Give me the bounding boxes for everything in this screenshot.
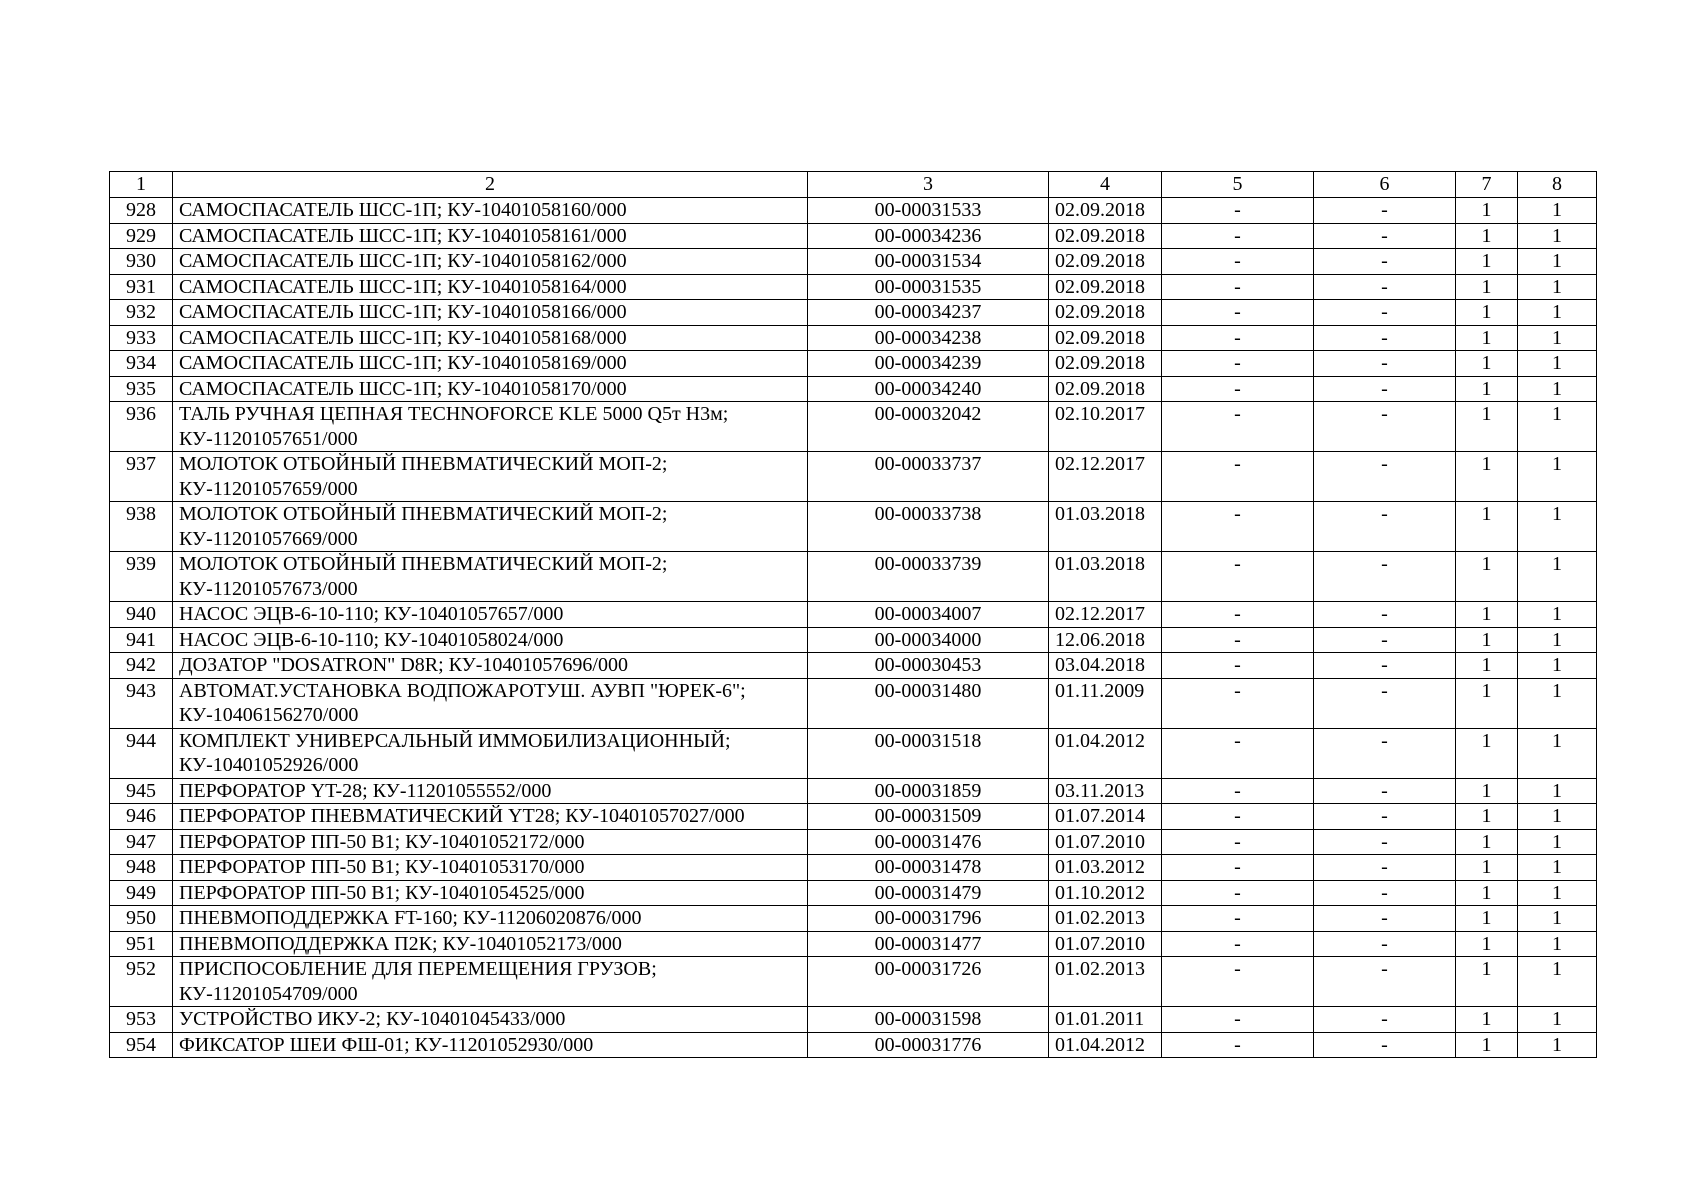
column-7-cell: 1 <box>1456 602 1518 628</box>
column-7-cell: 1 <box>1456 351 1518 377</box>
date-cell: 02.09.2018 <box>1049 351 1162 377</box>
column-7-cell: 1 <box>1456 502 1518 552</box>
column-5-cell: - <box>1162 502 1314 552</box>
column-8-cell: 1 <box>1518 678 1597 728</box>
date-cell: 02.09.2018 <box>1049 249 1162 275</box>
table-row <box>110 274 1597 300</box>
inventory-code-cell: 00-00031476 <box>808 829 1049 855</box>
column-8-cell: 1 <box>1518 502 1597 552</box>
column-6-cell: - <box>1314 804 1456 830</box>
date-cell: 01.04.2012 <box>1049 728 1162 778</box>
inventory-code-cell: 00-00031796 <box>808 906 1049 932</box>
header-cell-2: 2 <box>173 172 808 198</box>
column-6-cell: - <box>1314 300 1456 326</box>
inventory-code-cell: 00-00031535 <box>808 274 1049 300</box>
row-number-cell: 940 <box>110 602 173 628</box>
column-8-cell: 1 <box>1518 1032 1597 1058</box>
column-5-cell: - <box>1162 325 1314 351</box>
column-8-cell: 1 <box>1518 249 1597 275</box>
column-6-cell: - <box>1314 957 1456 1007</box>
header-cell-6: 6 <box>1314 172 1456 198</box>
column-6-cell: - <box>1314 376 1456 402</box>
inventory-code-cell: 00-00031509 <box>808 804 1049 830</box>
column-7-cell: 1 <box>1456 376 1518 402</box>
column-6-cell: - <box>1314 351 1456 377</box>
column-5-cell: - <box>1162 300 1314 326</box>
date-cell: 02.09.2018 <box>1049 198 1162 224</box>
column-8-cell: 1 <box>1518 602 1597 628</box>
column-5-cell: - <box>1162 402 1314 452</box>
row-number-cell: 951 <box>110 931 173 957</box>
date-cell: 01.10.2012 <box>1049 880 1162 906</box>
item-name-cell: САМОСПАСАТЕЛЬ ШСС-1П; КУ-10401058162/000 <box>173 249 808 275</box>
item-name-cell: ДОЗАТОР "DOSATRON" D8R; КУ-10401057696/000 <box>173 653 808 679</box>
column-6-cell: - <box>1314 653 1456 679</box>
date-cell: 01.04.2012 <box>1049 1032 1162 1058</box>
column-8-cell: 1 <box>1518 351 1597 377</box>
column-5-cell: - <box>1162 653 1314 679</box>
column-7-cell: 1 <box>1456 855 1518 881</box>
item-name-cell: САМОСПАСАТЕЛЬ ШСС-1П; КУ-10401058166/000 <box>173 300 808 326</box>
column-6-cell: - <box>1314 931 1456 957</box>
date-cell: 01.02.2013 <box>1049 957 1162 1007</box>
table-row <box>110 402 1597 452</box>
column-6-cell: - <box>1314 1007 1456 1033</box>
header-cell-8: 8 <box>1518 172 1597 198</box>
item-name-cell: ПЕРФОРАТОР ПП-50 В1; КУ-10401052172/000 <box>173 829 808 855</box>
date-cell: 03.11.2013 <box>1049 778 1162 804</box>
column-8-cell: 1 <box>1518 906 1597 932</box>
date-cell: 01.03.2018 <box>1049 502 1162 552</box>
inventory-code-cell: 00-00034236 <box>808 223 1049 249</box>
column-5-cell: - <box>1162 249 1314 275</box>
item-name-cell: ПРИСПОСОБЛЕНИЕ ДЛЯ ПЕРЕМЕЩЕНИЯ ГРУЗОВ; КУ-11201054709/000 <box>173 957 808 1007</box>
row-number-cell: 930 <box>110 249 173 275</box>
column-7-cell: 1 <box>1456 829 1518 855</box>
date-cell: 01.01.2011 <box>1049 1007 1162 1033</box>
column-5-cell: - <box>1162 855 1314 881</box>
row-number-cell: 948 <box>110 855 173 881</box>
column-7-cell: 1 <box>1456 452 1518 502</box>
column-8-cell: 1 <box>1518 452 1597 502</box>
inventory-table <box>109 171 1597 1058</box>
table-row <box>110 855 1597 881</box>
column-7-cell: 1 <box>1456 325 1518 351</box>
header-cell-3: 3 <box>808 172 1049 198</box>
date-cell: 01.11.2009 <box>1049 678 1162 728</box>
column-5-cell: - <box>1162 906 1314 932</box>
row-number-cell: 942 <box>110 653 173 679</box>
table-row <box>110 829 1597 855</box>
column-8-cell: 1 <box>1518 274 1597 300</box>
item-name-cell: ПЕРФОРАТОР YT-28; КУ-11201055552/000 <box>173 778 808 804</box>
table-row <box>110 552 1597 602</box>
inventory-code-cell: 00-00031478 <box>808 855 1049 881</box>
date-cell: 01.02.2013 <box>1049 906 1162 932</box>
table-row <box>110 602 1597 628</box>
row-number-cell: 939 <box>110 552 173 602</box>
table-row <box>110 1032 1597 1058</box>
row-number-cell: 945 <box>110 778 173 804</box>
date-cell: 02.10.2017 <box>1049 402 1162 452</box>
column-8-cell: 1 <box>1518 829 1597 855</box>
inventory-code-cell: 00-00034240 <box>808 376 1049 402</box>
date-cell: 01.07.2010 <box>1049 829 1162 855</box>
row-number-cell: 935 <box>110 376 173 402</box>
item-name-cell: САМОСПАСАТЕЛЬ ШСС-1П; КУ-10401058164/000 <box>173 274 808 300</box>
date-cell: 02.12.2017 <box>1049 602 1162 628</box>
item-name-cell: НАСОС ЭЦВ-6-10-110; КУ-10401058024/000 <box>173 627 808 653</box>
column-5-cell: - <box>1162 931 1314 957</box>
column-7-cell: 1 <box>1456 300 1518 326</box>
column-5-cell: - <box>1162 552 1314 602</box>
header-cell-4: 4 <box>1049 172 1162 198</box>
row-number-cell: 946 <box>110 804 173 830</box>
table-row <box>110 778 1597 804</box>
row-number-cell: 934 <box>110 351 173 377</box>
column-5-cell: - <box>1162 829 1314 855</box>
row-number-cell: 954 <box>110 1032 173 1058</box>
item-name-cell: ПЕРФОРАТОР ПНЕВМАТИЧЕСКИЙ YT28; КУ-10401057027/000 <box>173 804 808 830</box>
date-cell: 02.09.2018 <box>1049 325 1162 351</box>
inventory-code-cell: 00-00034238 <box>808 325 1049 351</box>
row-number-cell: 941 <box>110 627 173 653</box>
item-name-cell: КОМПЛЕКТ УНИВЕРСАЛЬНЫЙ ИММОБИЛИЗАЦИОННЫЙ; КУ-10401052926/000 <box>173 728 808 778</box>
table-row <box>110 906 1597 932</box>
table-row <box>110 198 1597 224</box>
column-6-cell: - <box>1314 552 1456 602</box>
item-name-cell: ФИКСАТОР ШЕИ ФШ-01; КУ-11201052930/000 <box>173 1032 808 1058</box>
column-6-cell: - <box>1314 402 1456 452</box>
column-7-cell: 1 <box>1456 1007 1518 1033</box>
column-5-cell: - <box>1162 627 1314 653</box>
column-7-cell: 1 <box>1456 402 1518 452</box>
column-5-cell: - <box>1162 880 1314 906</box>
column-7-cell: 1 <box>1456 274 1518 300</box>
column-7-cell: 1 <box>1456 249 1518 275</box>
column-7-cell: 1 <box>1456 627 1518 653</box>
column-7-cell: 1 <box>1456 778 1518 804</box>
column-7-cell: 1 <box>1456 678 1518 728</box>
date-cell: 03.04.2018 <box>1049 653 1162 679</box>
row-number-cell: 936 <box>110 402 173 452</box>
table-row <box>110 728 1597 778</box>
header-row <box>110 172 1597 198</box>
date-cell: 02.09.2018 <box>1049 300 1162 326</box>
column-6-cell: - <box>1314 249 1456 275</box>
column-6-cell: - <box>1314 880 1456 906</box>
row-number-cell: 931 <box>110 274 173 300</box>
column-6-cell: - <box>1314 829 1456 855</box>
row-number-cell: 949 <box>110 880 173 906</box>
inventory-code-cell: 00-00033738 <box>808 502 1049 552</box>
table-row <box>110 957 1597 1007</box>
inventory-code-cell: 00-00031480 <box>808 678 1049 728</box>
item-name-cell: САМОСПАСАТЕЛЬ ШСС-1П; КУ-10401058168/000 <box>173 325 808 351</box>
date-cell: 01.03.2018 <box>1049 552 1162 602</box>
date-cell: 02.12.2017 <box>1049 452 1162 502</box>
inventory-code-cell: 00-00031534 <box>808 249 1049 275</box>
column-6-cell: - <box>1314 678 1456 728</box>
column-6-cell: - <box>1314 452 1456 502</box>
column-7-cell: 1 <box>1456 653 1518 679</box>
column-7-cell: 1 <box>1456 728 1518 778</box>
column-8-cell: 1 <box>1518 778 1597 804</box>
header-cell-7: 7 <box>1456 172 1518 198</box>
table-row <box>110 249 1597 275</box>
item-name-cell: САМОСПАСАТЕЛЬ ШСС-1П; КУ-10401058161/000 <box>173 223 808 249</box>
column-5-cell: - <box>1162 778 1314 804</box>
inventory-code-cell: 00-00030453 <box>808 653 1049 679</box>
item-name-cell: ТАЛЬ РУЧНАЯ ЦЕПНАЯ TECHNOFORCE KLE 5000 Q5т Н3м; КУ-11201057651/000 <box>173 402 808 452</box>
column-5-cell: - <box>1162 804 1314 830</box>
date-cell: 12.06.2018 <box>1049 627 1162 653</box>
row-number-cell: 952 <box>110 957 173 1007</box>
column-6-cell: - <box>1314 906 1456 932</box>
item-name-cell: ПЕРФОРАТОР ПП-50 В1; КУ-10401054525/000 <box>173 880 808 906</box>
column-8-cell: 1 <box>1518 198 1597 224</box>
table-row <box>110 804 1597 830</box>
table-row <box>110 502 1597 552</box>
row-number-cell: 937 <box>110 452 173 502</box>
item-name-cell: ПНЕВМОПОДДЕРЖКА FT-160; КУ-11206020876/000 <box>173 906 808 932</box>
inventory-code-cell: 00-00031477 <box>808 931 1049 957</box>
table-row <box>110 376 1597 402</box>
column-8-cell: 1 <box>1518 325 1597 351</box>
column-8-cell: 1 <box>1518 376 1597 402</box>
inventory-code-cell: 00-00031859 <box>808 778 1049 804</box>
column-5-cell: - <box>1162 678 1314 728</box>
column-5-cell: - <box>1162 957 1314 1007</box>
column-5-cell: - <box>1162 376 1314 402</box>
row-number-cell: 929 <box>110 223 173 249</box>
inventory-code-cell: 00-00031726 <box>808 957 1049 1007</box>
inventory-code-cell: 00-00031776 <box>808 1032 1049 1058</box>
date-cell: 02.09.2018 <box>1049 376 1162 402</box>
table-row <box>110 325 1597 351</box>
table-row <box>110 223 1597 249</box>
column-5-cell: - <box>1162 198 1314 224</box>
date-cell: 02.09.2018 <box>1049 223 1162 249</box>
column-7-cell: 1 <box>1456 880 1518 906</box>
column-8-cell: 1 <box>1518 552 1597 602</box>
inventory-code-cell: 00-00031598 <box>808 1007 1049 1033</box>
item-name-cell: САМОСПАСАТЕЛЬ ШСС-1П; КУ-10401058160/000 <box>173 198 808 224</box>
inventory-code-cell: 00-00033737 <box>808 452 1049 502</box>
column-8-cell: 1 <box>1518 957 1597 1007</box>
item-name-cell: САМОСПАСАТЕЛЬ ШСС-1П; КУ-10401058169/000 <box>173 351 808 377</box>
column-7-cell: 1 <box>1456 906 1518 932</box>
column-6-cell: - <box>1314 728 1456 778</box>
column-5-cell: - <box>1162 1032 1314 1058</box>
table-row <box>110 1007 1597 1033</box>
row-number-cell: 943 <box>110 678 173 728</box>
row-number-cell: 928 <box>110 198 173 224</box>
column-7-cell: 1 <box>1456 804 1518 830</box>
header-cell-1: 1 <box>110 172 173 198</box>
column-7-cell: 1 <box>1456 931 1518 957</box>
row-number-cell: 953 <box>110 1007 173 1033</box>
column-5-cell: - <box>1162 1007 1314 1033</box>
inventory-code-cell: 00-00034007 <box>808 602 1049 628</box>
inventory-code-cell: 00-00033739 <box>808 552 1049 602</box>
column-6-cell: - <box>1314 778 1456 804</box>
item-name-cell: АВТОМАТ.УСТАНОВКА ВОДПОЖАРОТУШ. АУВП "ЮРЕК-6"; КУ-10406156270/000 <box>173 678 808 728</box>
column-8-cell: 1 <box>1518 402 1597 452</box>
row-number-cell: 932 <box>110 300 173 326</box>
column-8-cell: 1 <box>1518 223 1597 249</box>
date-cell: 01.07.2014 <box>1049 804 1162 830</box>
item-name-cell: УСТРОЙСТВО ИКУ-2; КУ-10401045433/000 <box>173 1007 808 1033</box>
column-8-cell: 1 <box>1518 931 1597 957</box>
column-5-cell: - <box>1162 274 1314 300</box>
column-5-cell: - <box>1162 452 1314 502</box>
column-7-cell: 1 <box>1456 1032 1518 1058</box>
table-row <box>110 627 1597 653</box>
column-8-cell: 1 <box>1518 627 1597 653</box>
inventory-code-cell: 00-00034000 <box>808 627 1049 653</box>
column-8-cell: 1 <box>1518 880 1597 906</box>
item-name-cell: МОЛОТОК ОТБОЙНЫЙ ПНЕВМАТИЧЕСКИЙ МОП-2; КУ-11201057669/000 <box>173 502 808 552</box>
column-7-cell: 1 <box>1456 198 1518 224</box>
column-7-cell: 1 <box>1456 957 1518 1007</box>
column-6-cell: - <box>1314 502 1456 552</box>
table-row <box>110 880 1597 906</box>
item-name-cell: ПНЕВМОПОДДЕРЖКА П2К; КУ-10401052173/000 <box>173 931 808 957</box>
row-number-cell: 933 <box>110 325 173 351</box>
inventory-code-cell: 00-00031518 <box>808 728 1049 778</box>
column-8-cell: 1 <box>1518 728 1597 778</box>
inventory-code-cell: 00-00034237 <box>808 300 1049 326</box>
row-number-cell: 938 <box>110 502 173 552</box>
date-cell: 01.03.2012 <box>1049 855 1162 881</box>
table-row <box>110 300 1597 326</box>
column-6-cell: - <box>1314 602 1456 628</box>
date-cell: 02.09.2018 <box>1049 274 1162 300</box>
column-6-cell: - <box>1314 223 1456 249</box>
item-name-cell: ПЕРФОРАТОР ПП-50 В1; КУ-10401053170/000 <box>173 855 808 881</box>
column-6-cell: - <box>1314 627 1456 653</box>
column-7-cell: 1 <box>1456 223 1518 249</box>
column-6-cell: - <box>1314 1032 1456 1058</box>
row-number-cell: 944 <box>110 728 173 778</box>
header-cell-5: 5 <box>1162 172 1314 198</box>
table-row <box>110 653 1597 679</box>
column-8-cell: 1 <box>1518 1007 1597 1033</box>
column-8-cell: 1 <box>1518 653 1597 679</box>
column-5-cell: - <box>1162 728 1314 778</box>
row-number-cell: 947 <box>110 829 173 855</box>
inventory-code-cell: 00-00034239 <box>808 351 1049 377</box>
column-6-cell: - <box>1314 274 1456 300</box>
column-8-cell: 1 <box>1518 855 1597 881</box>
column-8-cell: 1 <box>1518 804 1597 830</box>
table-row <box>110 351 1597 377</box>
column-6-cell: - <box>1314 325 1456 351</box>
column-5-cell: - <box>1162 602 1314 628</box>
column-5-cell: - <box>1162 223 1314 249</box>
inventory-code-cell: 00-00032042 <box>808 402 1049 452</box>
inventory-code-cell: 00-00031533 <box>808 198 1049 224</box>
column-6-cell: - <box>1314 198 1456 224</box>
inventory-code-cell: 00-00031479 <box>808 880 1049 906</box>
item-name-cell: МОЛОТОК ОТБОЙНЫЙ ПНЕВМАТИЧЕСКИЙ МОП-2; КУ-11201057673/000 <box>173 552 808 602</box>
column-8-cell: 1 <box>1518 300 1597 326</box>
column-5-cell: - <box>1162 351 1314 377</box>
item-name-cell: САМОСПАСАТЕЛЬ ШСС-1П; КУ-10401058170/000 <box>173 376 808 402</box>
column-7-cell: 1 <box>1456 552 1518 602</box>
table-row <box>110 452 1597 502</box>
item-name-cell: НАСОС ЭЦВ-6-10-110; КУ-10401057657/000 <box>173 602 808 628</box>
row-number-cell: 950 <box>110 906 173 932</box>
table-row <box>110 931 1597 957</box>
date-cell: 01.07.2010 <box>1049 931 1162 957</box>
column-6-cell: - <box>1314 855 1456 881</box>
table-body <box>110 198 1597 1058</box>
table-row <box>110 678 1597 728</box>
item-name-cell: МОЛОТОК ОТБОЙНЫЙ ПНЕВМАТИЧЕСКИЙ МОП-2; КУ-11201057659/000 <box>173 452 808 502</box>
